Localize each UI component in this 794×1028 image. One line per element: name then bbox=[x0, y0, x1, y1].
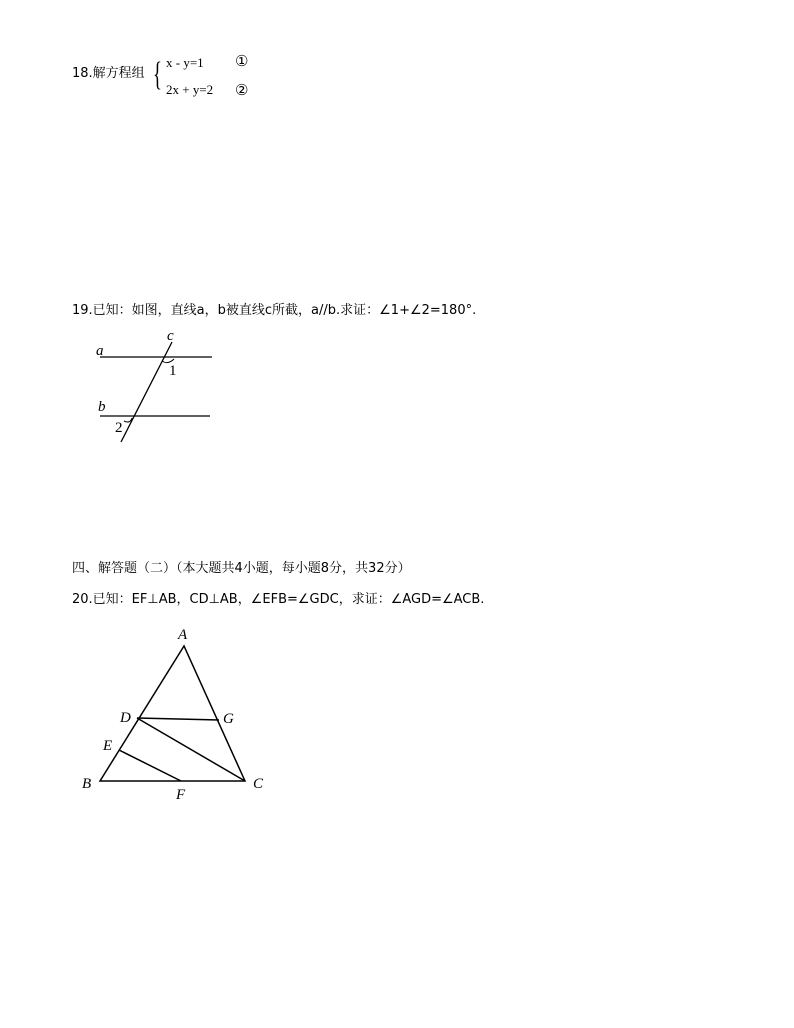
label-2: 2 bbox=[115, 420, 123, 436]
q18-eq1-mark: ① bbox=[235, 54, 249, 70]
q19-statement: 19.已知：如图，直线a，b被直线c所截，a//b.求证：∠1+∠2=180°. bbox=[72, 303, 477, 318]
segment-dg bbox=[137, 718, 219, 720]
label-a: a bbox=[96, 343, 104, 359]
section4-heading: 四、解答题（二）（本大题共4小题，每小题8分，共32分） bbox=[72, 561, 411, 576]
label-C: C bbox=[253, 776, 264, 792]
label-b: b bbox=[98, 399, 106, 415]
segment-ef bbox=[119, 750, 181, 781]
q20-statement: 20.已知：EF⊥AB，CD⊥AB，∠EFB=∠GDC，求证：∠AGD=∠ACB. bbox=[72, 592, 485, 607]
segment-dc bbox=[137, 718, 245, 781]
q18-prefix: 18.解方程组 bbox=[72, 66, 145, 81]
label-D: D bbox=[120, 710, 131, 726]
label-G: G bbox=[223, 711, 234, 727]
q18-eq2-mark: ② bbox=[235, 83, 249, 99]
label-1: 1 bbox=[169, 363, 177, 379]
label-c: c bbox=[167, 328, 174, 344]
label-F: F bbox=[176, 787, 186, 803]
label-B: B bbox=[82, 776, 92, 792]
q18-brace: { bbox=[153, 56, 162, 93]
q18-eq2: 2x + y=2 bbox=[166, 82, 214, 97]
label-A: A bbox=[178, 627, 188, 643]
label-E: E bbox=[103, 738, 113, 754]
q18-eq1: x - y=1 bbox=[166, 55, 204, 70]
